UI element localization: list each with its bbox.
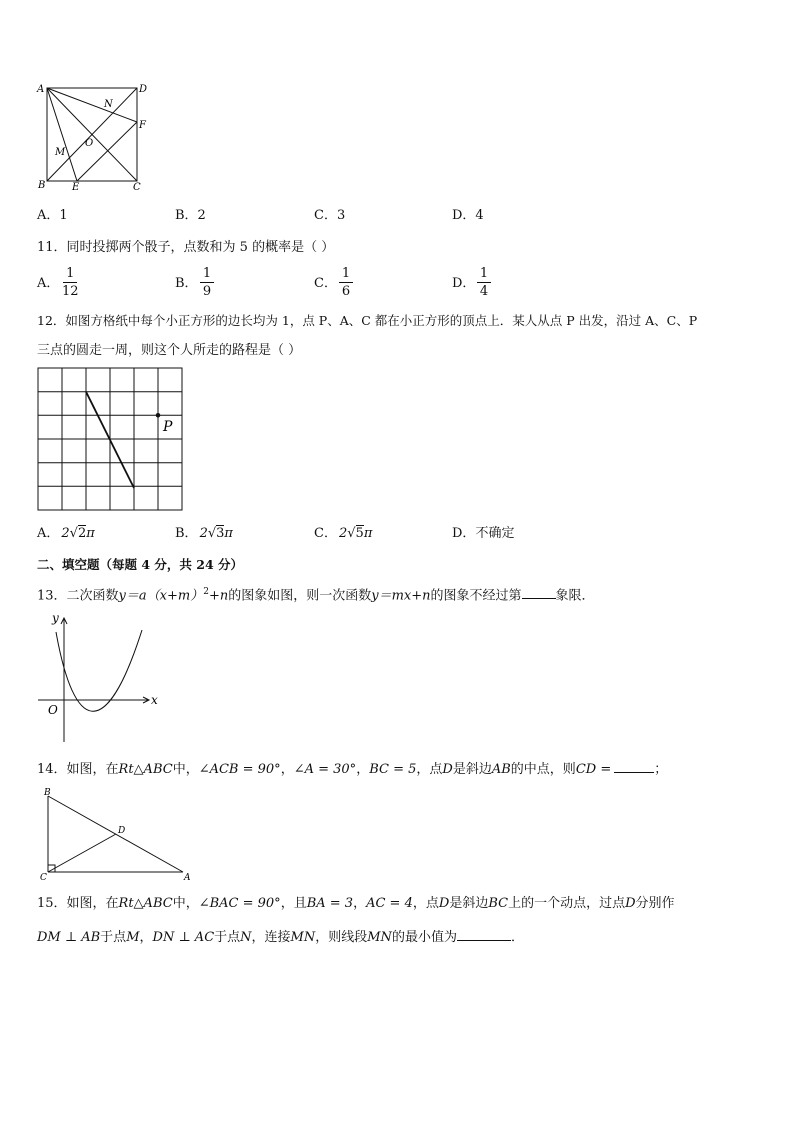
q15-sep: ， [353, 896, 367, 911]
q14-end: ； [654, 762, 668, 777]
grid-figure [36, 366, 186, 514]
q13-suffix-a: 的图象不经过第 [430, 588, 522, 604]
q14-cond3: BC = 5 [369, 762, 417, 777]
q14-prefix: 14．如图，在 [37, 762, 119, 777]
q14-ask: CD = [575, 762, 612, 777]
q14-sep2: ， [356, 762, 370, 777]
q14-mid3: 是斜边 [452, 762, 492, 777]
label-D: D [118, 826, 126, 836]
q15-text-f: ，连接 [251, 930, 291, 945]
q13-suffix-b: 象限． [555, 588, 595, 604]
label-F: F [139, 120, 146, 131]
q14-mid4: 的中点，则 [510, 762, 576, 777]
square-figure [34, 82, 154, 192]
q15-segment-mn-2: MN [367, 930, 392, 945]
option-suffix: π [86, 526, 95, 541]
sqrt-sign: √ [347, 526, 356, 541]
q10-option-c: C．3 [314, 208, 346, 223]
q12-option-a [37, 526, 95, 542]
q15-end1: 分别作 [635, 896, 675, 911]
q15-prefix: 15．如图，在 [37, 896, 119, 911]
q15-perp1: DM ⊥ AB [37, 930, 101, 945]
q11-option-b-fraction [200, 266, 214, 299]
sqrt-sign: √ [207, 526, 217, 541]
q15-text-c: ， [139, 930, 153, 945]
label-N: N [104, 99, 113, 110]
q13-formula-2: y＝mx+n [371, 588, 431, 604]
fraction-numerator: 1 [479, 266, 489, 281]
option-suffix: π [363, 526, 373, 541]
q15-text-b: 于点 [100, 930, 127, 945]
q14-cond1: ∠ACB = 90° [198, 762, 281, 777]
label-B: B [38, 180, 46, 191]
q13-prefix: 13．二次函数 [37, 588, 119, 604]
q14-sep1: ， [280, 762, 294, 777]
origin-label: O [48, 703, 58, 717]
q14-point-d: D [442, 762, 453, 777]
option-label: D． [452, 526, 476, 541]
q15-cond1: ∠BAC = 90° [198, 896, 281, 911]
q15-stem-line2 [37, 928, 524, 946]
option-label: C． [314, 526, 337, 541]
q15-mid5: 上的一个动点，过点 [508, 896, 626, 911]
q14-triangle: Rt△ABC [118, 762, 173, 777]
q12-option-b [175, 526, 233, 542]
q11-option-b-label: B． [175, 276, 198, 291]
q13-exponent: 2 [203, 587, 209, 597]
fraction-denominator: 6 [341, 284, 351, 299]
q14-segment: AB [491, 762, 511, 777]
triangle-figure [36, 786, 196, 882]
q10-option-b: B．2 [175, 208, 206, 223]
q11-stem: 11．同时投掷两个骰子，点数和为 5 的概率是（ ） [37, 240, 335, 255]
q13-formula-1b: +n [208, 588, 229, 604]
q12-option-c [314, 526, 372, 542]
fraction-denominator: 9 [202, 284, 212, 299]
section-heading: 二、填空题（每题 4 分，共 24 分） [37, 557, 244, 572]
answer-blank[interactable] [522, 586, 556, 599]
q15-cond2: BA = 3 [306, 896, 354, 911]
radicand: 3 [216, 526, 225, 541]
option-coefficient: 2 [338, 526, 348, 541]
option-coefficient: 2 [199, 526, 208, 541]
label-M: M [55, 147, 66, 158]
radicand: 5 [355, 526, 364, 541]
q15-text-g: ，则线段 [315, 930, 368, 945]
q12-option-d [452, 526, 514, 542]
fraction-numerator: 1 [202, 266, 212, 281]
q15-segment-mn: MN [290, 930, 316, 945]
fraction-denominator: 4 [479, 284, 489, 299]
q15-mid2: ，且 [280, 896, 307, 911]
q11-option-d-fraction [477, 266, 491, 299]
parabola-figure [34, 608, 164, 744]
fraction-bar [200, 282, 214, 283]
q15-mid3: ，点 [412, 896, 439, 911]
axis-x-label: x [151, 693, 158, 707]
option-coefficient: 2 [61, 526, 70, 541]
q12-stem-line1: 12．如图方格纸中每个小正方形的边长均为 1，点 P、A、C 都在小正方形的顶点上．某人从点 P 出发，沿过 A、C、P [37, 313, 698, 328]
label-B: B [44, 788, 51, 798]
fraction-denominator: 12 [62, 284, 79, 299]
q14-mid1: 中， [172, 762, 199, 777]
answer-blank[interactable] [457, 928, 511, 941]
option-suffix: π [224, 526, 233, 541]
answer-blank[interactable] [614, 760, 654, 773]
q15-cond3: AC = 4 [366, 896, 413, 911]
q15-point-d2: D [625, 896, 636, 911]
q12-stem-line2: 三点的圆走一周，则这个人所走的路程是（ ） [37, 343, 302, 358]
q15-triangle: Rt△ABC [118, 896, 173, 911]
option-label: B． [175, 526, 198, 541]
q11-option-a-fraction [62, 266, 79, 299]
label-A: A [184, 873, 191, 882]
fraction-bar [339, 282, 353, 283]
fraction-numerator: 1 [341, 266, 351, 281]
label-C: C [133, 182, 141, 192]
q15-perp2: DN ⊥ AC [152, 930, 215, 945]
q14-cond2: ∠A = 30° [293, 762, 357, 777]
point-p [156, 413, 161, 418]
fraction-numerator: 1 [66, 266, 75, 281]
label-E: E [72, 182, 80, 192]
radicand: 2 [77, 526, 87, 541]
q15-text-e: 于点 [214, 930, 241, 945]
q13-mid: 的图象如图，则一次函数 [228, 588, 372, 604]
label-A: A [37, 84, 45, 95]
q11-option-a-label: A． [37, 276, 60, 291]
q10-option-d: D．4 [452, 208, 484, 223]
q11-option-c-label: C． [314, 276, 337, 291]
q15-end2: ． [510, 930, 524, 945]
q13-formula-1: y＝a（x+m） [118, 588, 204, 604]
q15-segment: BC [488, 896, 509, 911]
q15-text-h: 的最小值为 [391, 930, 457, 945]
q15-point-d: D [438, 896, 450, 911]
label-P: P [163, 419, 173, 435]
q11-option-d-label: D． [452, 276, 476, 291]
q13-stem [37, 584, 595, 604]
q11-option-c-fraction [339, 266, 353, 299]
fraction-bar [63, 282, 77, 283]
q10-option-a: A．1 [37, 208, 68, 223]
label-C: C [40, 873, 47, 882]
fraction-bar [477, 282, 491, 283]
label-D: D [139, 84, 148, 95]
axis-y-label: y [52, 611, 59, 625]
q14-mid2: ，点 [416, 762, 443, 777]
q15-point-m: M [126, 930, 140, 945]
sqrt-sign: √ [69, 526, 78, 541]
label-O: O [85, 138, 94, 149]
q15-mid1: 中， [172, 896, 199, 911]
option-label: A． [37, 526, 60, 541]
q14-stem [37, 760, 667, 778]
q15-stem-line1 [37, 896, 675, 912]
q15-point-n: N [240, 930, 252, 945]
option-text: 不确定 [475, 526, 515, 541]
q15-mid4: 是斜边 [449, 896, 489, 911]
